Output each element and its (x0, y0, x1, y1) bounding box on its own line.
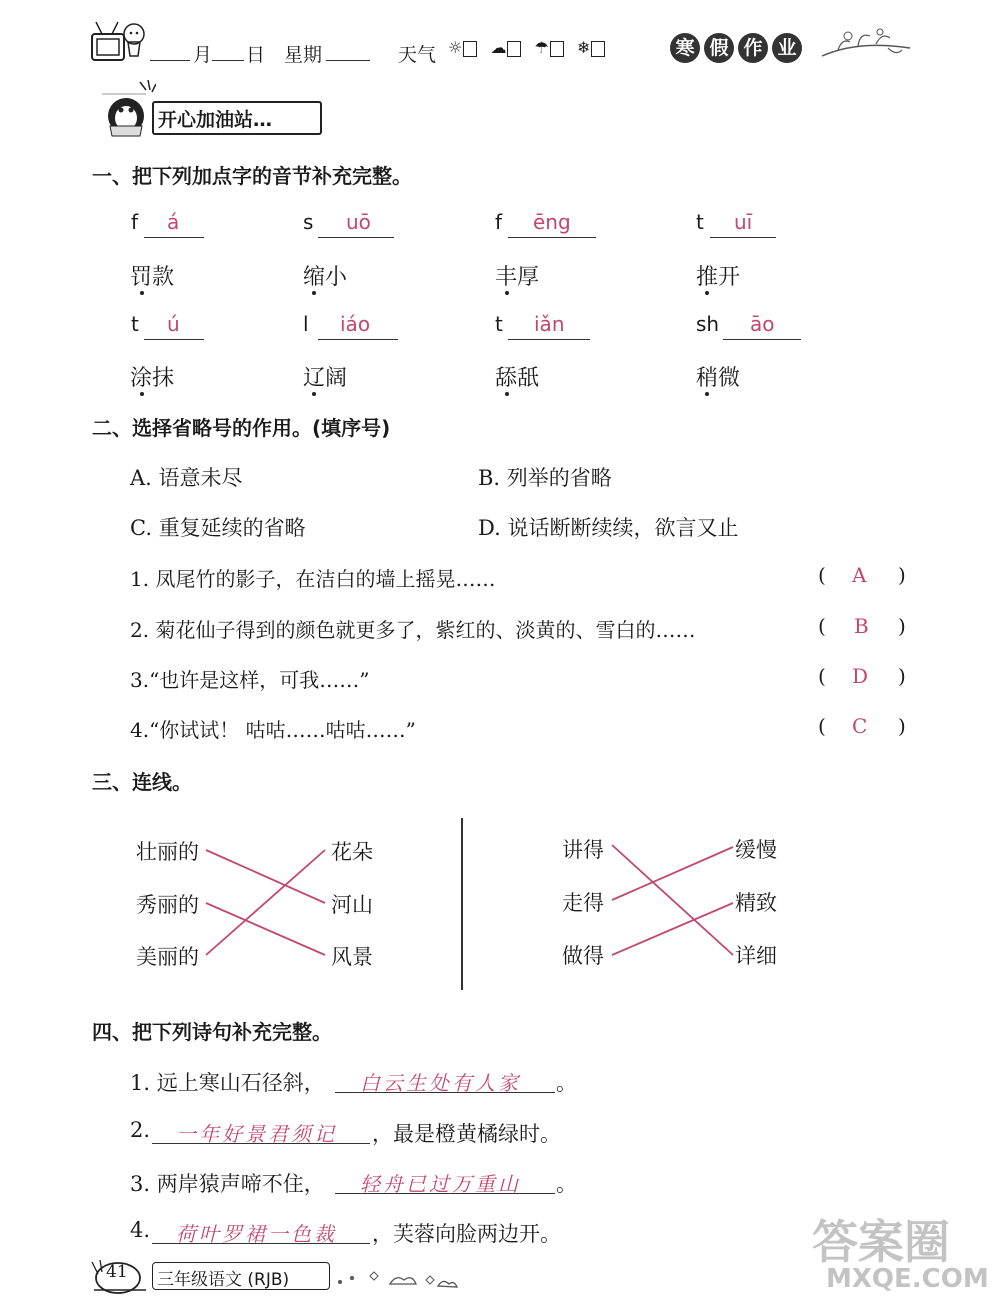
match-item[interactable]: 做得 (562, 944, 604, 968)
match-item[interactable]: 壮丽的 (136, 840, 199, 864)
cloudy-icon: ☁ (490, 38, 507, 57)
answer-parentheses[interactable]: ( D ) (818, 664, 906, 688)
match-item[interactable]: 走得 (562, 891, 604, 915)
word: 罚款 (130, 265, 175, 290)
q2-title: 二、选择省略号的作用。(填序号) (92, 416, 391, 440)
pinyin-answer: ēng (533, 210, 571, 234)
option-a: A. 语意未尽 (130, 466, 243, 490)
match-item[interactable]: 精致 (735, 891, 777, 915)
sunny-icon: ☼ (448, 38, 463, 57)
q2-item-text: 2. 菊花仙子得到的颜色就更多了，紫红的、淡黄的、雪白的…… (130, 618, 696, 642)
answer-letter: A (852, 563, 867, 587)
pinyin-initial: s (303, 210, 314, 234)
word: 丰厚 (495, 265, 540, 290)
pinyin-initial: f (131, 210, 139, 234)
pinyin-initial: f (495, 210, 503, 234)
q2-item-text: 1. 凤尾竹的影子，在洁白的墙上摇晃…… (130, 567, 496, 591)
poem-text: 远上寒山石径斜， (156, 1071, 325, 1095)
q1-title: 一、把下列加点字的音节补充完整。 (92, 164, 412, 188)
word: 推开 (696, 265, 741, 290)
match-item[interactable]: 河山 (331, 893, 373, 917)
pinyin-initial: sh (696, 312, 720, 336)
weather-label: 天气 (398, 44, 437, 66)
match-item[interactable]: 美丽的 (136, 945, 199, 969)
month-label: 月 (193, 44, 213, 66)
day-label: 日 (246, 44, 266, 66)
q4-title: 四、把下列诗句补充完整。 (92, 1020, 332, 1044)
rain-icon: ☂ (534, 38, 549, 57)
handwritten-answer: 一年好景君须记 (176, 1122, 337, 1146)
pinyin-answer: uō (346, 210, 371, 234)
snow-icon: ❄ (576, 38, 591, 57)
poem-text: 。 (556, 1071, 577, 1095)
pinyin-initial: t (131, 312, 139, 336)
subject-label: 三年级语文 (RJB) (157, 1270, 290, 1290)
weekday-label: 星期 (284, 44, 323, 66)
match-item[interactable]: 缓慢 (735, 838, 777, 862)
word: 稍微 (696, 366, 741, 391)
section-banner-text: 开心加油站… (158, 109, 273, 131)
pinyin-answer: iáo (340, 312, 371, 336)
line-number: 3. (130, 1172, 151, 1196)
word: 辽阔 (303, 366, 348, 391)
answer-parentheses[interactable]: ( A ) (818, 563, 906, 587)
poem-text: 。 (556, 1172, 577, 1196)
match-item[interactable]: 详细 (735, 944, 777, 968)
title-char-badge: 假 (704, 33, 734, 63)
pinyin-initial: l (303, 312, 309, 336)
answer-parentheses[interactable]: ( C ) (818, 714, 906, 738)
match-item[interactable]: 讲得 (562, 838, 604, 862)
answer-letter: D (852, 664, 869, 688)
pinyin-answer: iǎn (534, 312, 565, 336)
handwritten-answer: 荷叶罗裙一色裁 (176, 1222, 337, 1246)
q2-item-text: 3.“也许是这样，可我……” (130, 668, 370, 692)
poem-text: 两岸猿声啼不住， (156, 1172, 325, 1196)
option-d: D. 说话断断续续，欲言又止 (478, 516, 739, 540)
pinyin-answer: ú (167, 312, 180, 336)
title-char-badge: 作 (738, 33, 768, 63)
pinyin-answer: á (167, 210, 180, 234)
page-number: 41 (106, 1262, 128, 1282)
answer-parentheses[interactable]: ( B ) (818, 614, 906, 638)
answer-letter: B (854, 614, 869, 638)
poem-text: ，最是橙黄橘绿时。 (372, 1122, 561, 1146)
handwritten-answer: 白云生处有人家 (360, 1071, 521, 1095)
line-number: 4. (130, 1218, 151, 1242)
answer-letter: C (852, 714, 868, 738)
title-char-badge: 寒 (670, 33, 700, 63)
word: 舔舐 (495, 366, 540, 391)
q2-item-text: 4.“你试试！ 咕咕……咕咕……” (130, 718, 416, 742)
match-item[interactable]: 风景 (331, 945, 373, 969)
match-item[interactable]: 花朵 (331, 840, 373, 864)
option-b: B. 列举的省略 (478, 466, 612, 490)
word: 涂抹 (130, 366, 175, 391)
poem-text: ，芙蓉向脸两边开。 (372, 1222, 561, 1246)
pinyin-answer: uī (734, 210, 753, 234)
q3-title: 三、连线。 (92, 770, 192, 794)
pinyin-initial: t (696, 210, 704, 234)
option-c: C. 重复延续的省略 (130, 516, 306, 540)
flower-cloud-decor-icon (330, 1262, 460, 1296)
word: 缩小 (303, 265, 348, 290)
title-char-badge: 业 (772, 33, 802, 63)
handwritten-answer: 轻舟已过万重山 (360, 1172, 521, 1196)
line-number: 1. (130, 1071, 151, 1095)
subject-label-box (152, 1262, 330, 1290)
match-item[interactable]: 秀丽的 (136, 893, 199, 917)
pinyin-initial: t (495, 312, 503, 336)
pinyin-answer: āo (750, 312, 775, 336)
watermark-url: MXQE.COM (826, 1264, 989, 1294)
watermark-text: 答案圈 (812, 1215, 950, 1269)
line-number: 2. (130, 1118, 151, 1142)
